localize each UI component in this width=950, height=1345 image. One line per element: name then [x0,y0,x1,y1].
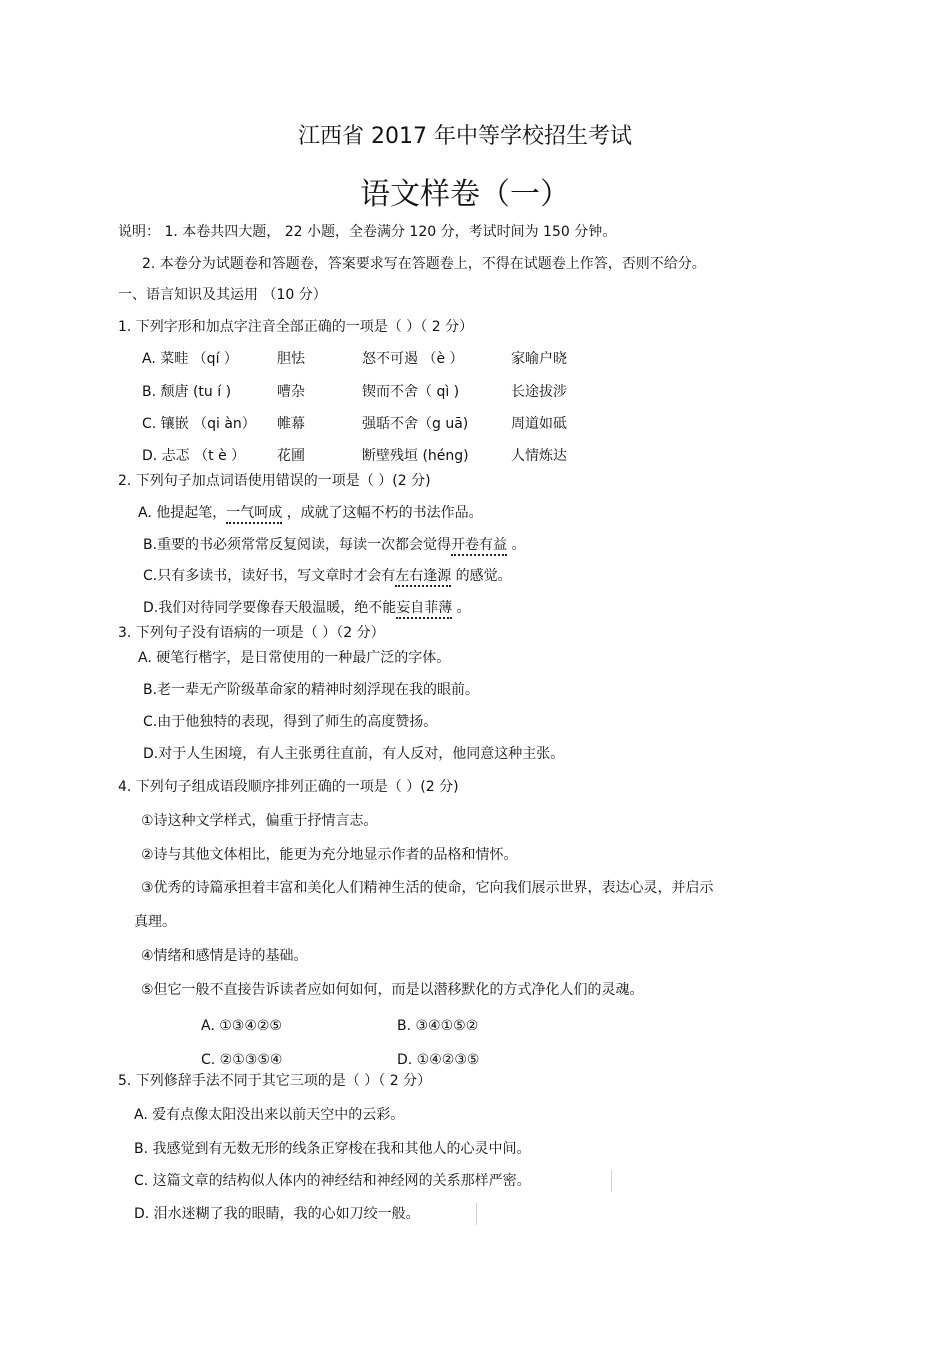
q1-option-b-word1: B. 颓唐 (tu í ) [142,384,232,400]
q4-sentence-3: ③优秀的诗篇承担着丰富和美化人们精神生活的使命，它向我们展示世界，表达心灵，并启示 [141,880,714,896]
q1-option-c-word2: 帷幕 [277,416,305,432]
scan-artifact-line [611,1170,612,1192]
q4-sentence-5: ⑤但它一般不直接告诉读者应如何如何，而是以潜移默化的方式净化人们的灵魂。 [141,982,644,998]
exam-subtitle: 语文样卷（一） [360,177,570,212]
q3-option-d: D.对于人生困境，有人主张勇往直前，有人反对，他同意这种主张。 [143,746,565,762]
q4-sentence-1: ①诗这种文学样式，偏重于抒情言志。 [141,813,378,829]
q2-option-c-rest: 的感觉。 [451,568,512,584]
scan-artifact-line [476,1203,477,1225]
question-3-stem: 3. 下列句子没有语病的一项是（ ）（2 分） [118,625,385,641]
q3-option-b: B.老一辈无产阶级革命家的精神时刻浮现在我的眼前。 [143,682,480,698]
q1-option-a-word3: 怒不可遏 （è ） [362,351,464,367]
q2-option-b-keyword: 开卷有益 [451,537,507,556]
question-5-stem: 5. 下列修辞手法不同于其它三项的是（ ）（ 2 分） [118,1073,432,1089]
q1-option-a-word4: 家喻户晓 [511,351,567,367]
q1-option-d-word2: 花圃 [277,448,305,464]
q2-option-d [143,598,471,618]
q4-option-d: D. ①④②③⑤ [397,1052,480,1068]
exam-title: 江西省 2017 年中等学校招生考试 [298,124,632,149]
section-heading: 一、语言知识及其运用 （10 分） [118,287,327,303]
q5-option-c: C. 这篇文章的结构似人体内的神经结和神经网的关系那样严密。 [134,1173,531,1189]
q2-option-c-keyword: 左右逢源 [395,568,451,587]
q1-option-b-word4: 长途拔涉 [511,384,567,400]
instructions-note-1: 说明： 1. 本卷共四大题， 22 小题，全卷满分 120 分，考试时间为 150 分钟。 [118,224,617,240]
q1-option-d-word1: D. 忐忑 （t è ） [142,448,246,464]
q2-option-b [143,535,526,555]
q4-option-a: A. ①③④②⑤ [201,1018,282,1034]
q4-sentence-3-cont: 真理。 [134,914,176,930]
q2-option-a-rest: ，成就了这幅不朽的书法作品。 [282,505,483,521]
q2-option-d-text: D.我们对待同学要像春天般温暖，绝不能 [143,600,397,616]
q1-option-c-word4: 周道如砥 [511,416,567,432]
q1-option-d-word4: 人情炼达 [511,448,567,464]
question-1-stem: 1. 下列字形和加点字注音全部正确的一项是（ ）（ 2 分） [118,319,474,335]
q1-option-c-word1: C. 镶嵌 （qi àn） [142,416,256,432]
q4-sentence-4: ④情绪和感情是诗的基础。 [141,948,308,964]
instructions-note-2: 2. 本卷分为试题卷和答题卷，答案要求写在答题卷上，不得在试题卷上作答，否则不给分。 [142,256,706,272]
q4-sentence-2: ②诗与其他文体相比，能更为充分地显示作者的品格和情怀。 [141,847,518,863]
q3-option-a: A. 硬笔行楷字，是日常使用的一种最广泛的字体。 [138,650,451,666]
q3-option-c: C.由于他独特的表现，得到了师生的高度赞扬。 [143,714,438,730]
q5-option-a: A. 爱有点像太阳没出来以前天空中的云彩。 [134,1107,405,1123]
q1-option-d-word3: 断壁残垣 (héng) [362,448,469,464]
question-4-stem: 4. 下列句子组成语段顺序排列正确的一项是（ ）(2 分) [118,779,459,795]
q5-option-d: D. 泪水迷糊了我的眼睛，我的心如刀绞一般。 [134,1206,420,1222]
q1-option-a-word2: 胆怯 [277,351,305,367]
q2-option-d-rest: 。 [452,600,471,616]
q2-option-c [143,566,512,586]
question-2-stem: 2. 下列句子加点词语使用错误的一项是（ ）(2 分) [118,473,431,489]
q1-option-a-word1: A. 菜畦 （qí ） [142,351,238,367]
q2-option-a [138,503,483,523]
q2-option-b-text: B.重要的书必须常常反复阅读，每读一次都会觉得 [143,537,452,553]
q1-option-b-word2: 嘈杂 [277,384,305,400]
q1-option-c-word3: 强聒不舍（g uā) [362,416,469,432]
q5-option-b: B. 我感觉到有无数无形的线条正穿梭在我和其他人的心灵中间。 [134,1141,531,1157]
q2-option-d-keyword: 妄自菲薄 [396,600,452,619]
q2-option-a-keyword: 一气呵成 [226,505,282,524]
q4-option-c: C. ②①③⑤④ [201,1052,283,1068]
q2-option-a-text: A. 他提起笔， [138,505,227,521]
q1-option-b-word3: 锲而不舍（ qì ) [362,384,460,400]
q2-option-c-text: C.只有多读书，读好书，写文章时才会有 [143,568,396,584]
q4-option-b: B. ③④①⑤② [397,1018,479,1034]
q2-option-b-rest: 。 [507,537,526,553]
